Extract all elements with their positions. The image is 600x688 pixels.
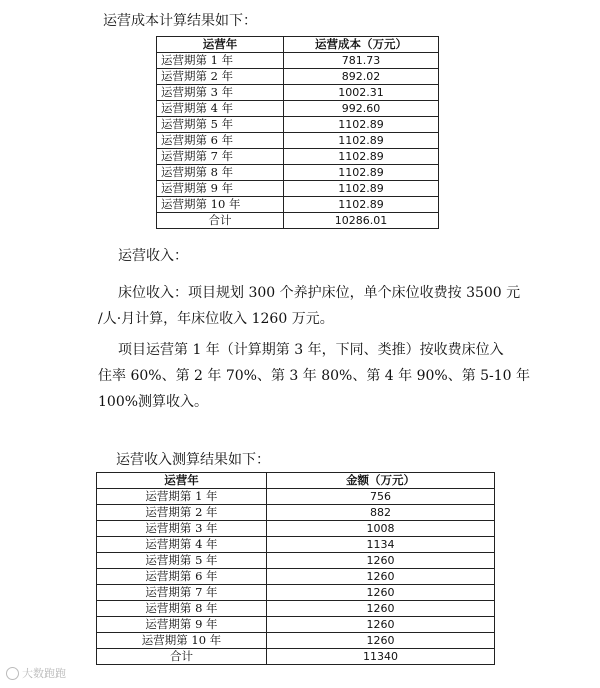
- column-header: 运营成本（万元）: [284, 37, 439, 53]
- period-cell: 运营期第 6 年: [157, 133, 284, 149]
- total-row: [97, 649, 495, 665]
- revenue-table: [96, 472, 495, 665]
- cost-table: [156, 36, 439, 229]
- column-header: 运营年: [157, 37, 284, 53]
- table-header-row: [157, 37, 439, 53]
- table-row: [157, 69, 439, 85]
- value-cell: 1260: [267, 601, 495, 617]
- period-cell: 运营期第 7 年: [157, 149, 284, 165]
- column-header: 运营年: [97, 473, 267, 489]
- total-value-cell: 10286.01: [284, 213, 439, 229]
- value-cell: 1260: [267, 633, 495, 649]
- value-cell: 992.60: [284, 101, 439, 117]
- value-cell: 1260: [267, 569, 495, 585]
- value-cell: 1008: [267, 521, 495, 537]
- watermark: [6, 665, 66, 681]
- column-header: 金额（万元）: [267, 473, 495, 489]
- table-row: [97, 489, 495, 505]
- table-row: [97, 569, 495, 585]
- table-row: [157, 165, 439, 181]
- period-cell: 运营期第 9 年: [157, 181, 284, 197]
- table-row: [97, 553, 495, 569]
- value-cell: 892.02: [284, 69, 439, 85]
- value-cell: 1102.89: [284, 165, 439, 181]
- value-cell: 781.73: [284, 53, 439, 69]
- period-cell: 运营期第 5 年: [157, 117, 284, 133]
- table-row: [97, 505, 495, 521]
- value-cell: 1102.89: [284, 197, 439, 213]
- total-label-cell: 合计: [97, 649, 267, 665]
- period-cell: 运营期第 8 年: [97, 601, 267, 617]
- occupancy-paragraph: [98, 337, 568, 415]
- period-cell: 运营期第 2 年: [97, 505, 267, 521]
- period-cell: 运营期第 5 年: [97, 553, 267, 569]
- period-cell: 运营期第 3 年: [157, 85, 284, 101]
- paragraph-line: /人·月计算，年床位收入 1260 万元。: [98, 311, 334, 327]
- bed-revenue-paragraph: [98, 280, 568, 332]
- table-row: [97, 521, 495, 537]
- period-cell: 运营期第 2 年: [157, 69, 284, 85]
- table-header-row: [97, 473, 495, 489]
- table-row: [157, 85, 439, 101]
- period-cell: 运营期第 4 年: [97, 537, 267, 553]
- revenue-table-caption: 运营收入测算结果如下：: [116, 452, 270, 468]
- total-value-cell: 11340: [267, 649, 495, 665]
- total-row: [157, 213, 439, 229]
- watermark-logo-icon: [6, 667, 19, 680]
- table-row: [97, 617, 495, 633]
- period-cell: 运营期第 10 年: [157, 197, 284, 213]
- period-cell: 运营期第 8 年: [157, 165, 284, 181]
- revenue-heading: 运营收入：: [118, 248, 188, 264]
- paragraph-line: 住率 60%、第 2 年 70%、第 3 年 80%、第 4 年 90%、第 5-10 年: [98, 368, 531, 384]
- table-row: [97, 537, 495, 553]
- value-cell: 1102.89: [284, 117, 439, 133]
- table-row: [157, 197, 439, 213]
- period-cell: 运营期第 1 年: [157, 53, 284, 69]
- period-cell: 运营期第 6 年: [97, 569, 267, 585]
- watermark-text: 大数跑跑: [22, 667, 66, 680]
- paragraph-line: 100%测算收入。: [98, 394, 209, 410]
- value-cell: 1102.89: [284, 149, 439, 165]
- value-cell: 882: [267, 505, 495, 521]
- value-cell: 1260: [267, 585, 495, 601]
- table-row: [157, 149, 439, 165]
- period-cell: 运营期第 7 年: [97, 585, 267, 601]
- total-label-cell: 合计: [157, 213, 284, 229]
- period-cell: 运营期第 3 年: [97, 521, 267, 537]
- table-row: [157, 53, 439, 69]
- value-cell: 1102.89: [284, 133, 439, 149]
- paragraph-line: 项目运营第 1 年（计算期第 3 年，下同、类推）按收费床位入: [118, 342, 504, 358]
- period-cell: 运营期第 10 年: [97, 633, 267, 649]
- value-cell: 1260: [267, 617, 495, 633]
- table-row: [157, 181, 439, 197]
- table-row: [97, 601, 495, 617]
- table-row: [97, 585, 495, 601]
- table-row: [97, 633, 495, 649]
- period-cell: 运营期第 1 年: [97, 489, 267, 505]
- paragraph-line: 床位收入：项目规划 300 个养护床位，单个床位收费按 3500 元: [118, 285, 521, 301]
- value-cell: 1002.31: [284, 85, 439, 101]
- value-cell: 1260: [267, 553, 495, 569]
- table-row: [157, 133, 439, 149]
- period-cell: 运营期第 9 年: [97, 617, 267, 633]
- table-row: [157, 117, 439, 133]
- value-cell: 756: [267, 489, 495, 505]
- cost-table-caption: 运营成本计算结果如下：: [103, 13, 257, 29]
- period-cell: 运营期第 4 年: [157, 101, 284, 117]
- value-cell: 1134: [267, 537, 495, 553]
- table-row: [157, 101, 439, 117]
- value-cell: 1102.89: [284, 181, 439, 197]
